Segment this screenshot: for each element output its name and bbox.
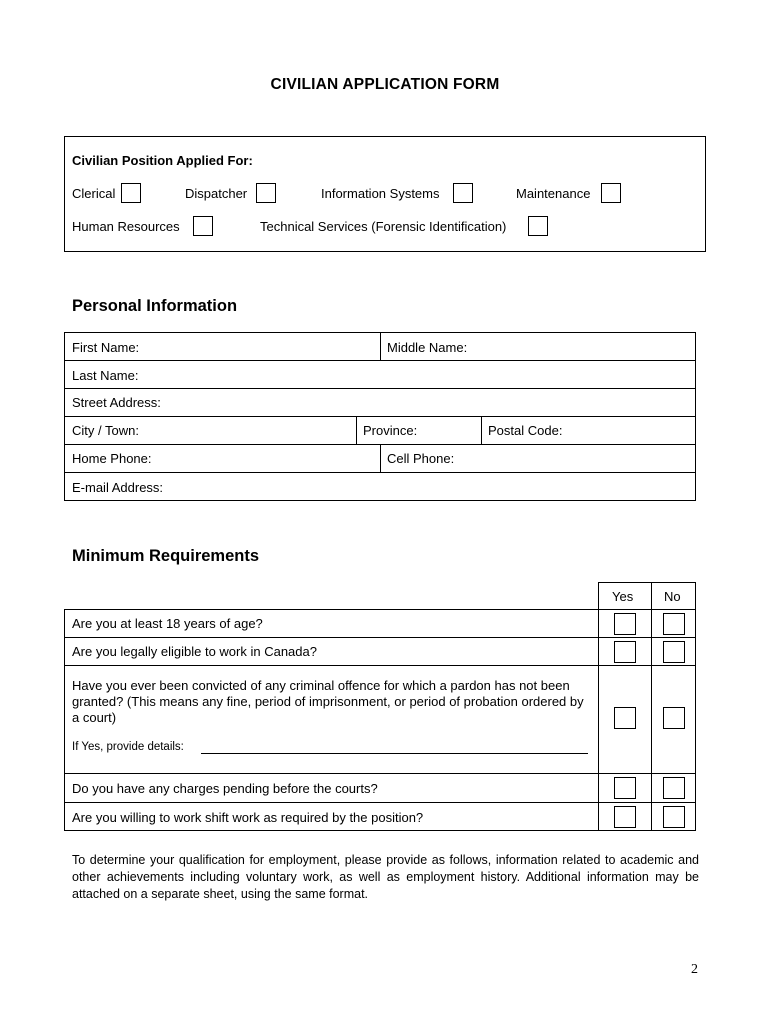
age-no-checkbox[interactable]: [663, 613, 685, 635]
eligible-no-checkbox[interactable]: [663, 641, 685, 663]
technical-services-label: Technical Services (Forensic Identification): [260, 219, 507, 234]
requirements-heading: Minimum Requirements: [72, 547, 260, 565]
no-header: No: [664, 589, 681, 604]
shift-yes-checkbox[interactable]: [614, 806, 636, 828]
question-eligible: Are you legally eligible to work in Canada?: [72, 644, 317, 659]
city-town-field[interactable]: City / Town:: [72, 423, 139, 438]
question-shift-work: Are you willing to work shift work as required by the position?: [72, 810, 424, 825]
eligible-yes-checkbox[interactable]: [614, 641, 636, 663]
position-heading: Civilian Position Applied For:: [72, 153, 253, 168]
human-resources-label: Human Resources: [72, 219, 180, 234]
question-age: Are you at least 18 years of age?: [72, 616, 263, 631]
convicted-no-checkbox[interactable]: [663, 707, 685, 729]
information-systems-label: Information Systems: [321, 186, 440, 201]
maintenance-checkbox[interactable]: [601, 183, 621, 203]
first-name-field[interactable]: First Name:: [72, 340, 140, 355]
charges-no-checkbox[interactable]: [663, 777, 685, 799]
yes-header: Yes: [612, 589, 634, 604]
postal-code-field[interactable]: Postal Code:: [488, 423, 563, 438]
form-title: CIVILIAN APPLICATION FORM: [270, 76, 500, 93]
question-convicted: Have you ever been convicted of any criminal offence for which a pardon has not been granted? (This means any fine, period of imprisonment, or period of probation ordered by a court): [72, 678, 584, 725]
convicted-yes-checkbox[interactable]: [614, 707, 636, 729]
convicted-details-label: If Yes, provide details:: [72, 741, 184, 753]
cell-phone-field[interactable]: Cell Phone:: [387, 451, 455, 466]
email-address-field[interactable]: E-mail Address:: [72, 480, 164, 495]
last-name-field[interactable]: Last Name:: [72, 368, 139, 383]
middle-name-field[interactable]: Middle Name:: [387, 340, 468, 355]
maintenance-label: Maintenance: [516, 186, 591, 201]
clerical-label: Clerical: [72, 186, 116, 201]
personal-info-heading: Personal Information: [72, 297, 238, 315]
dispatcher-label: Dispatcher: [185, 186, 248, 201]
dispatcher-checkbox[interactable]: [256, 183, 276, 203]
charges-yes-checkbox[interactable]: [614, 777, 636, 799]
home-phone-field[interactable]: Home Phone:: [72, 451, 152, 466]
convicted-details-line[interactable]: [201, 753, 588, 754]
clerical-checkbox[interactable]: [121, 183, 141, 203]
instructions-paragraph: To determine your qualification for employment, please provide as follows, information related to academic and other achievements including voluntary work, as well as employment history. Additional information may be attached on a separate sheet, using the same format.: [72, 853, 699, 901]
technical-services-checkbox[interactable]: [528, 216, 548, 236]
information-systems-checkbox[interactable]: [453, 183, 473, 203]
shift-no-checkbox[interactable]: [663, 806, 685, 828]
question-charges: Do you have any charges pending before the courts?: [72, 781, 378, 796]
human-resources-checkbox[interactable]: [193, 216, 213, 236]
age-yes-checkbox[interactable]: [614, 613, 636, 635]
street-address-field[interactable]: Street Address:: [72, 395, 161, 410]
province-field[interactable]: Province:: [363, 423, 418, 438]
page-number: 2: [691, 962, 698, 977]
